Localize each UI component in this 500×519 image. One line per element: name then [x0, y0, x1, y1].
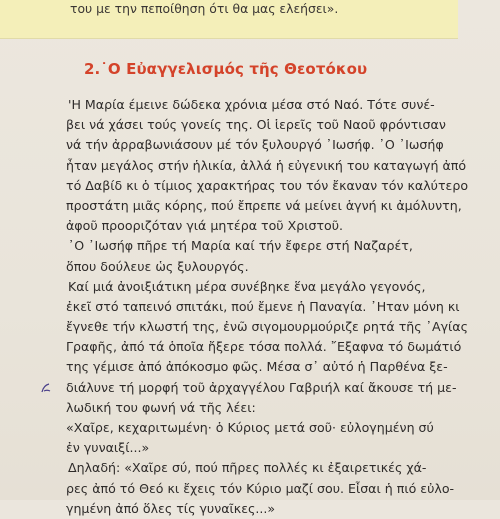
text-line: νά τήν ἀρραβωνιάσουν μέ τόν ξυλουργό ᾽Ιωσήφ. ᾽Ο ᾽Ιωσήφ	[66, 137, 444, 153]
text-line: προστάτη μιᾶς κόρης, πού ἔπρεπε νά μείνει ἁγνή κι ἀμόλυντη,	[66, 197, 462, 213]
text-line: γημένη ἀπό ὅλες τίς γυναῖκες...»	[66, 500, 276, 516]
pen-mark-icon	[40, 382, 52, 394]
previous-section-quote: του με την πεποίθηση ότι θα μας ελεήσει».	[70, 1, 339, 16]
text-line: ὅπου δούλευε ὡς ξυλουργός.	[66, 258, 249, 274]
text-line: λωδική του φωνή νά τῆς λέει:	[66, 399, 256, 415]
text-line: ᾽Ο ᾽Ιωσήφ πῆρε τή Μαρία καί τήν ἔφερε στή Ναζαρέτ,	[68, 238, 413, 254]
text-line: «Χαῖρε, κεχαριτωμένη· ὁ Κύριος μετά σοῦ· εὐλογημένη σύ	[66, 420, 434, 435]
text-line: ρες ἀπό τό Θεό κι ἔχεις τόν Κύριο μαζί σου. Εἶσαι ἡ πιό εὐλο-	[66, 480, 455, 496]
text-line: ἀφοῦ προοριζόταν γιά μητέρα τοῦ Χριστοῦ.	[66, 218, 344, 234]
section-body	[54, 95, 474, 519]
text-line: ἔγνεθε τήν κλωστή της, ἐνῶ σιγομουρμούριζε ρητά τῆς ᾽Αγίας	[66, 319, 469, 335]
text-line: ἐν γυναιξί...»	[66, 440, 150, 456]
highlighted-quote-band	[0, 0, 458, 39]
text-line: Γραφῆς, ἀπό τά ὁποῖα ἤξερε τόσα πολλά. ῎Εξαφνα τό δωμάτιό	[66, 339, 462, 355]
text-line: Δηλαδή: «Χαῖρε σύ, πού πῆρες πολλές κι ἐξαιρετικές χά-	[68, 460, 427, 476]
text-line: διάλυνε τή μορφή τοῦ ἀρχαγγέλου Γαβριήλ καί ἄκουσε τή με-	[66, 379, 457, 395]
text-line: της γέμισε ἀπό ἀπόκοσμο φῶς. Μέσα σ᾽ αὐτό ἡ Παρθένα ξε-	[66, 359, 448, 375]
text-line: βει νά χάσει τούς γονείς της. Οἱ ἱερεῖς τοῦ Ναοῦ φρόντισαν	[66, 117, 446, 133]
text-line: τό Δαβίδ κι ὁ τίμιος χαρακτήρας του τόν ἔκαναν τόν καλύτερο	[66, 177, 469, 193]
section-title: 2.˙Ο Εὐαγγελισμός τῆς Θεοτόκου	[84, 60, 368, 78]
text-line: 'Η Μαρία έμεινε δώδεκα χρόνια μέσα στό Ναό. Τότε συνέ-	[68, 97, 435, 112]
text-line: ἐκεῖ στό ταπεινό σπιτάκι, πού ἔμενε ἡ Παναγία. ᾽Ηταν μόνη κι	[66, 298, 460, 314]
text-line: Καί μιά ἀνοιξιάτικη μέρα συνέβηκε ἕνα μεγάλο γεγονός,	[68, 278, 426, 294]
text-line: ἦταν μεγάλος στήν ἡλικία, ἀλλά ἡ εὐγενική του καταγωγή ἀπό	[66, 157, 467, 173]
